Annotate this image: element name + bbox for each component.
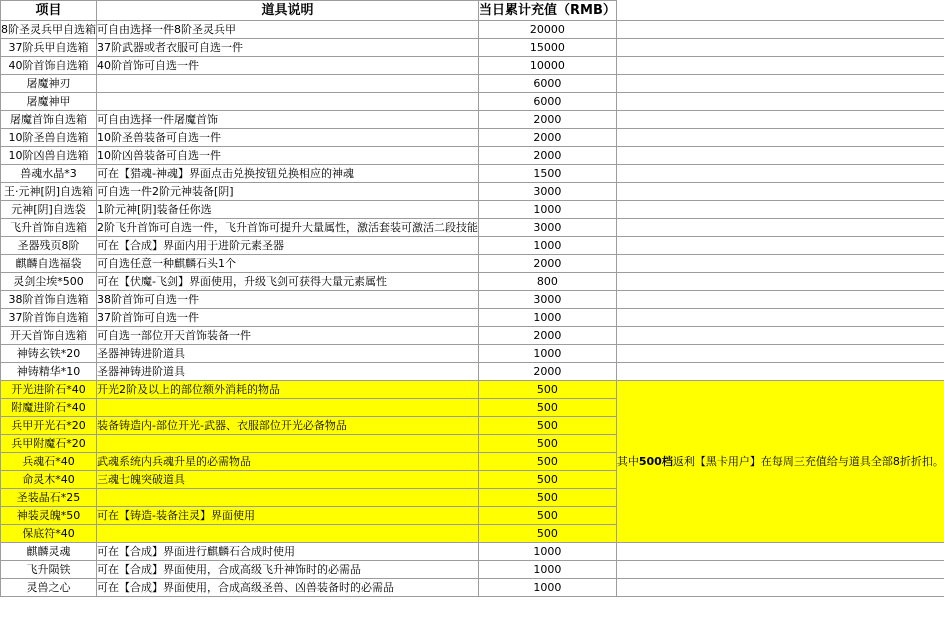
amount-cell[interactable]: 3000 xyxy=(479,219,617,237)
amount-cell[interactable]: 6000 xyxy=(479,93,617,111)
desc-cell[interactable]: 可在【合成】界面内用于进阶元素圣器 xyxy=(97,237,479,255)
desc-cell[interactable]: 10阶凶兽装备可自选一件 xyxy=(97,147,479,165)
item-cell[interactable]: 命灵木*40 xyxy=(1,471,97,489)
table-row xyxy=(1,273,944,291)
amount-cell[interactable]: 1500 xyxy=(479,165,617,183)
table-row xyxy=(1,327,944,345)
desc-cell[interactable]: 可在【合成】界面使用，合成高级飞升神饰时的必需品 xyxy=(97,561,479,579)
blank-cell[interactable] xyxy=(616,345,944,363)
blank-cell[interactable] xyxy=(616,75,944,93)
item-cell[interactable]: 保底符*40 xyxy=(1,525,97,543)
amount-cell[interactable]: 10000 xyxy=(479,57,617,75)
table-row xyxy=(1,309,944,327)
item-cell[interactable]: 神铸玄铁*20 xyxy=(1,345,97,363)
amount-cell[interactable]: 500 xyxy=(479,381,617,399)
item-cell[interactable]: 兽魂水晶*3 xyxy=(1,165,97,183)
amount-cell[interactable]: 500 xyxy=(479,489,617,507)
amount-cell[interactable]: 2000 xyxy=(479,327,617,345)
desc-cell[interactable] xyxy=(97,93,479,111)
desc-cell[interactable]: 可在【合成】界面进行麒麟石合成时使用 xyxy=(97,543,479,561)
desc-cell[interactable]: 装备铸造内-部位开光-武器、衣服部位开光必备物品 xyxy=(97,417,479,435)
amount-cell[interactable]: 1000 xyxy=(479,237,617,255)
table-row xyxy=(1,219,944,237)
amount-cell[interactable]: 1000 xyxy=(479,345,617,363)
amount-cell[interactable]: 500 xyxy=(479,471,617,489)
blank-cell[interactable] xyxy=(616,237,944,255)
note-tier: 500档 xyxy=(638,455,673,468)
desc-cell[interactable]: 可自由选择一件8阶圣灵兵甲 xyxy=(97,21,479,39)
amount-cell[interactable]: 2000 xyxy=(479,111,617,129)
desc-cell[interactable]: 圣器神铸进阶道具 xyxy=(97,363,479,381)
amount-cell[interactable]: 1000 xyxy=(479,309,617,327)
desc-cell[interactable]: 可在【猎魂-神魂】界面点击兑换按钮兑换相应的神魂 xyxy=(97,165,479,183)
blank-cell[interactable] xyxy=(616,183,944,201)
desc-cell[interactable] xyxy=(97,489,479,507)
item-cell[interactable]: 圣器残页8阶 xyxy=(1,237,97,255)
blank-cell[interactable] xyxy=(616,579,944,597)
amount-cell[interactable]: 2000 xyxy=(479,147,617,165)
blank-cell[interactable] xyxy=(616,309,944,327)
table-row xyxy=(1,57,944,75)
table-row xyxy=(1,39,944,57)
table-row xyxy=(1,543,944,561)
blank-cell[interactable] xyxy=(616,21,944,39)
item-cell[interactable]: 麒麟自选福袋 xyxy=(1,255,97,273)
table-row xyxy=(1,579,944,597)
item-cell[interactable]: 神铸精华*10 xyxy=(1,363,97,381)
desc-cell[interactable]: 可自选一件2阶元神装备[阴] xyxy=(97,183,479,201)
amount-cell[interactable]: 1000 xyxy=(479,579,617,597)
blank-cell[interactable] xyxy=(616,291,944,309)
desc-cell[interactable]: 1阶元神[阴]装备任你选 xyxy=(97,201,479,219)
item-cell[interactable]: 38阶首饰自选箱 xyxy=(1,291,97,309)
amount-cell[interactable]: 800 xyxy=(479,273,617,291)
amount-cell[interactable]: 2000 xyxy=(479,363,617,381)
desc-cell[interactable]: 38阶首饰可自选一件 xyxy=(97,291,479,309)
item-cell[interactable]: 附魔进阶石*40 xyxy=(1,399,97,417)
item-cell[interactable]: 10阶圣兽自选箱 xyxy=(1,129,97,147)
desc-cell[interactable]: 武魂系统内兵魂升星的必需物品 xyxy=(97,453,479,471)
desc-cell[interactable]: 可在【铸造-装备注灵】界面使用 xyxy=(97,507,479,525)
table-row xyxy=(1,363,944,381)
desc-cell[interactable]: 40阶首饰可自选一件 xyxy=(97,57,479,75)
table-row xyxy=(1,291,944,309)
blank-cell[interactable] xyxy=(616,327,944,345)
desc-cell[interactable]: 开光2阶及以上的部位额外消耗的物品 xyxy=(97,381,479,399)
amount-cell[interactable]: 500 xyxy=(479,453,617,471)
item-cell[interactable]: 屠魔神刃 xyxy=(1,75,97,93)
note-text: 返利【黑卡用户】在每周三充值给与道具全部8折折扣。 xyxy=(672,455,944,468)
header-amount[interactable]: 当日累计充值（RMB） xyxy=(479,1,617,21)
desc-cell[interactable]: 2阶飞升首饰可自选一件，飞升首饰可提升大量属性，激活套装可激活二段技能 xyxy=(97,219,479,237)
blank-cell[interactable] xyxy=(616,219,944,237)
desc-cell[interactable]: 三魂七魄突破道具 xyxy=(97,471,479,489)
table-row xyxy=(1,381,944,399)
item-cell[interactable]: 40阶首饰自选箱 xyxy=(1,57,97,75)
item-cell[interactable]: 神装灵魄*50 xyxy=(1,507,97,525)
table-row xyxy=(1,165,944,183)
table-row xyxy=(1,183,944,201)
item-cell[interactable]: 37阶首饰自选箱 xyxy=(1,309,97,327)
item-cell[interactable]: 8阶圣灵兵甲自选箱 xyxy=(1,21,97,39)
table-row xyxy=(1,129,944,147)
amount-cell[interactable]: 15000 xyxy=(479,39,617,57)
item-cell[interactable]: 元神[阴]自选袋 xyxy=(1,201,97,219)
item-cell[interactable]: 飞升首饰自选箱 xyxy=(1,219,97,237)
item-cell[interactable]: 灵兽之心 xyxy=(1,579,97,597)
table-body xyxy=(1,21,944,597)
item-cell[interactable]: 屠魔首饰自选箱 xyxy=(1,111,97,129)
desc-cell[interactable]: 可在【合成】界面使用，合成高级圣兽、凶兽装备时的必需品 xyxy=(97,579,479,597)
header-item[interactable]: 项目 xyxy=(1,1,97,21)
item-cell[interactable]: 圣装晶石*25 xyxy=(1,489,97,507)
amount-cell[interactable]: 6000 xyxy=(479,75,617,93)
table-row xyxy=(1,147,944,165)
item-cell[interactable]: 屠魔神甲 xyxy=(1,93,97,111)
amount-cell[interactable]: 500 xyxy=(479,399,617,417)
item-cell[interactable]: 王·元神[阴]自选箱 xyxy=(1,183,97,201)
desc-cell[interactable]: 可自由选择一件屠魔首饰 xyxy=(97,111,479,129)
amount-cell[interactable]: 2000 xyxy=(479,129,617,147)
desc-cell[interactable]: 可在【伏魔-飞剑】界面使用，升级飞剑可获得大量元素属性 xyxy=(97,273,479,291)
desc-cell[interactable] xyxy=(97,399,479,417)
amount-cell[interactable]: 500 xyxy=(479,525,617,543)
blank-cell[interactable] xyxy=(616,255,944,273)
item-cell[interactable]: 灵剑尘埃*500 xyxy=(1,273,97,291)
blank-cell[interactable] xyxy=(616,147,944,165)
desc-cell[interactable] xyxy=(97,525,479,543)
item-cell[interactable]: 开天首饰自选箱 xyxy=(1,327,97,345)
header-row xyxy=(1,1,944,21)
blank-cell[interactable] xyxy=(616,57,944,75)
table-row xyxy=(1,237,944,255)
amount-cell[interactable]: 500 xyxy=(479,507,617,525)
desc-cell[interactable]: 37阶首饰可自选一件 xyxy=(97,309,479,327)
desc-cell[interactable]: 10阶圣兽装备可自选一件 xyxy=(97,129,479,147)
table-row xyxy=(1,561,944,579)
blank-cell[interactable] xyxy=(616,543,944,561)
item-cell[interactable]: 飞升陨铁 xyxy=(1,561,97,579)
amount-cell[interactable]: 1000 xyxy=(479,543,617,561)
table-row xyxy=(1,345,944,363)
amount-cell[interactable]: 500 xyxy=(479,435,617,453)
blank-cell[interactable] xyxy=(616,93,944,111)
item-cell[interactable]: 开光进阶石*40 xyxy=(1,381,97,399)
desc-cell[interactable]: 圣器神铸进阶道具 xyxy=(97,345,479,363)
blank-cell[interactable] xyxy=(616,129,944,147)
blank-cell[interactable] xyxy=(616,39,944,57)
blank-cell[interactable] xyxy=(616,201,944,219)
amount-cell[interactable]: 3000 xyxy=(479,183,617,201)
amount-cell[interactable]: 20000 xyxy=(479,21,617,39)
discount-note-cell[interactable] xyxy=(616,381,944,543)
desc-cell[interactable]: 可自选任意一种麒麟石头1个 xyxy=(97,255,479,273)
item-cell[interactable]: 兵魂石*40 xyxy=(1,453,97,471)
amount-cell[interactable]: 2000 xyxy=(479,255,617,273)
item-cell[interactable]: 麒麟灵魂 xyxy=(1,543,97,561)
blank-cell[interactable] xyxy=(616,273,944,291)
blank-header-cell[interactable] xyxy=(616,1,944,21)
table-row xyxy=(1,201,944,219)
header-desc[interactable]: 道具说明 xyxy=(97,1,479,21)
desc-cell[interactable] xyxy=(97,75,479,93)
blank-cell[interactable] xyxy=(616,561,944,579)
item-cell[interactable]: 兵甲附魔石*20 xyxy=(1,435,97,453)
blank-cell[interactable] xyxy=(616,363,944,381)
desc-cell[interactable]: 37阶武器或者衣服可自选一件 xyxy=(97,39,479,57)
amount-cell[interactable]: 500 xyxy=(479,417,617,435)
desc-cell[interactable]: 可自选一部位开天首饰装备一件 xyxy=(97,327,479,345)
item-cell[interactable]: 10阶凶兽自选箱 xyxy=(1,147,97,165)
table-row xyxy=(1,21,944,39)
amount-cell[interactable]: 3000 xyxy=(479,291,617,309)
note-prefix: 其中 xyxy=(616,455,639,468)
item-cell[interactable]: 37阶兵甲自选箱 xyxy=(1,39,97,57)
table-row xyxy=(1,75,944,93)
desc-cell[interactable] xyxy=(97,435,479,453)
item-cell[interactable]: 兵甲开光石*20 xyxy=(1,417,97,435)
table-row xyxy=(1,111,944,129)
blank-cell[interactable] xyxy=(616,165,944,183)
amount-cell[interactable]: 1000 xyxy=(479,201,617,219)
amount-cell[interactable]: 1000 xyxy=(479,561,617,579)
table-row xyxy=(1,255,944,273)
table-row xyxy=(1,93,944,111)
blank-cell[interactable] xyxy=(616,111,944,129)
